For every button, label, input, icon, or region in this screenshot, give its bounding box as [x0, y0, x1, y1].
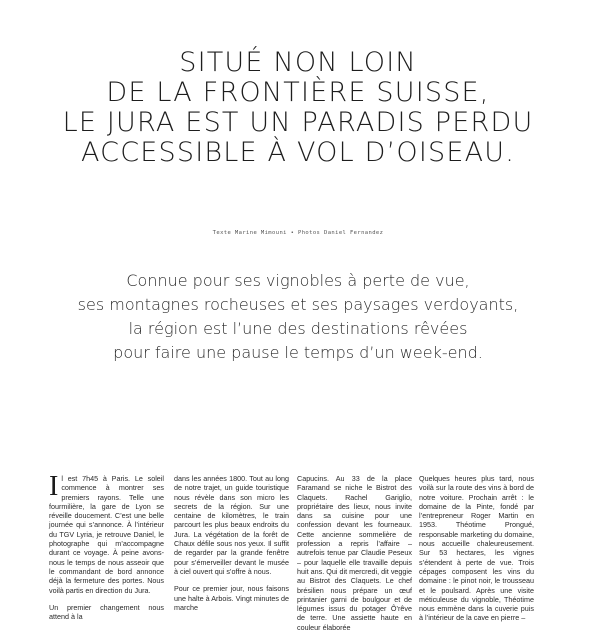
- body-paragraph: Pour ce premier jour, nous faisons une halte à Arbois. Vingt minutes de marche: [174, 584, 289, 612]
- headline: [0, 48, 596, 168]
- lead-line: la région est l’une des destinations rêvées: [128, 319, 468, 338]
- lead-line: Connue pour ses vignobles à perte de vue,: [126, 271, 470, 290]
- headline-line: SITUÉ NON LOIN: [179, 47, 417, 78]
- credits: Texte Marine Mimouni • Photos Daniel Fernandez: [212, 230, 384, 236]
- body-columns: [49, 471, 579, 632]
- body-paragraph: dans les années 1800. Tout au long de notre trajet, un guide touristique nous révèle dans son micro les secrets de la région. Sur une centaine de kilomètres, le train parcourt les plus beaux endroits du Jura. La végétation de la forêt de Chaux défile sous nos yeux. Il suffit de regarder par la grande fenêtre pour s’émerveiller devant le musée à ciel ouvert qui s’offre à nous.: [174, 474, 289, 576]
- body-paragraph: Un premier changement nous attend à la: [49, 602, 164, 622]
- body-text: l est 7h45 à Paris. Le soleil commence à montrer ses premiers rayons. Telle une fourmilière, la gare de Lyon se réveille doucement. C’est une belle journée qui s’annonce. À l’intérieur du TGV Lyria, je retrouve Daniel, le photographe qui m’accompagne durant ce voyage. À peine avons-nous le temps de nous asseoir que le commandant de bord annonce déjà la fermeture des portes. Nous voilà partis en direction du Jura.: [49, 474, 164, 595]
- headline-line: LE JURA EST UN PARADIS PERDU: [62, 107, 534, 138]
- body-column-1: [49, 471, 164, 629]
- body-column-2: [174, 474, 289, 620]
- lead-line: ses montagnes rocheuses et ses paysages verdoyants,: [77, 295, 519, 314]
- body-paragraph: Capucins. Au 33 de la place Faramand se niche le Bistrot des Claquets. Rachel Gariglio, propriétaire des lieux, nous invite dans sa cuisine pour une confession devant les fourneaux. Cette ancienne sommelière de profession a repris l’affaire – autrefois tenue par Claudie Peseux – pour laquelle elle travaille depuis huit ans. Qui dit mercredi, dit veggie au Bistrot des Claquets. Le chef brésilien nous prépare un œuf printanier garni de boulgour et de légumes issus du potager Ô’rêve de terre. Une assiette haute en couleur élaborée: [297, 474, 412, 632]
- drop-cap: I: [49, 471, 59, 502]
- headline-line: ACCESSIBLE À VOL D’OISEAU.: [80, 137, 516, 168]
- body-paragraph: Quelques heures plus tard, nous voilà sur la route des vins à bord de notre voiture. Prochain arrêt : le domaine de la Pinte, fondé par l’entrepreneur Roger Martin en 1953. Théotime Prongué, responsable marketing du domaine, nous accueille chaleureusement. Sur 53 hectares, les vignes s’étendent à perte de vue. Trois cépages composent les vins du domaine : le pinot noir, le trousseau et le poulsard. Après une visite méticuleuse du vignoble, Théotime nous emmène dans la cuverie puis à l’intérieur de la cave en pierre –: [419, 474, 534, 623]
- body-paragraph: [49, 471, 164, 595]
- lead-paragraph: [0, 269, 596, 365]
- body-column-3: [297, 474, 412, 640]
- lead-line: pour faire une pause le temps d’un week-end.: [113, 343, 483, 362]
- body-column-4: [419, 474, 534, 631]
- headline-line: DE LA FRONTIÈRE SUISSE,: [106, 77, 490, 108]
